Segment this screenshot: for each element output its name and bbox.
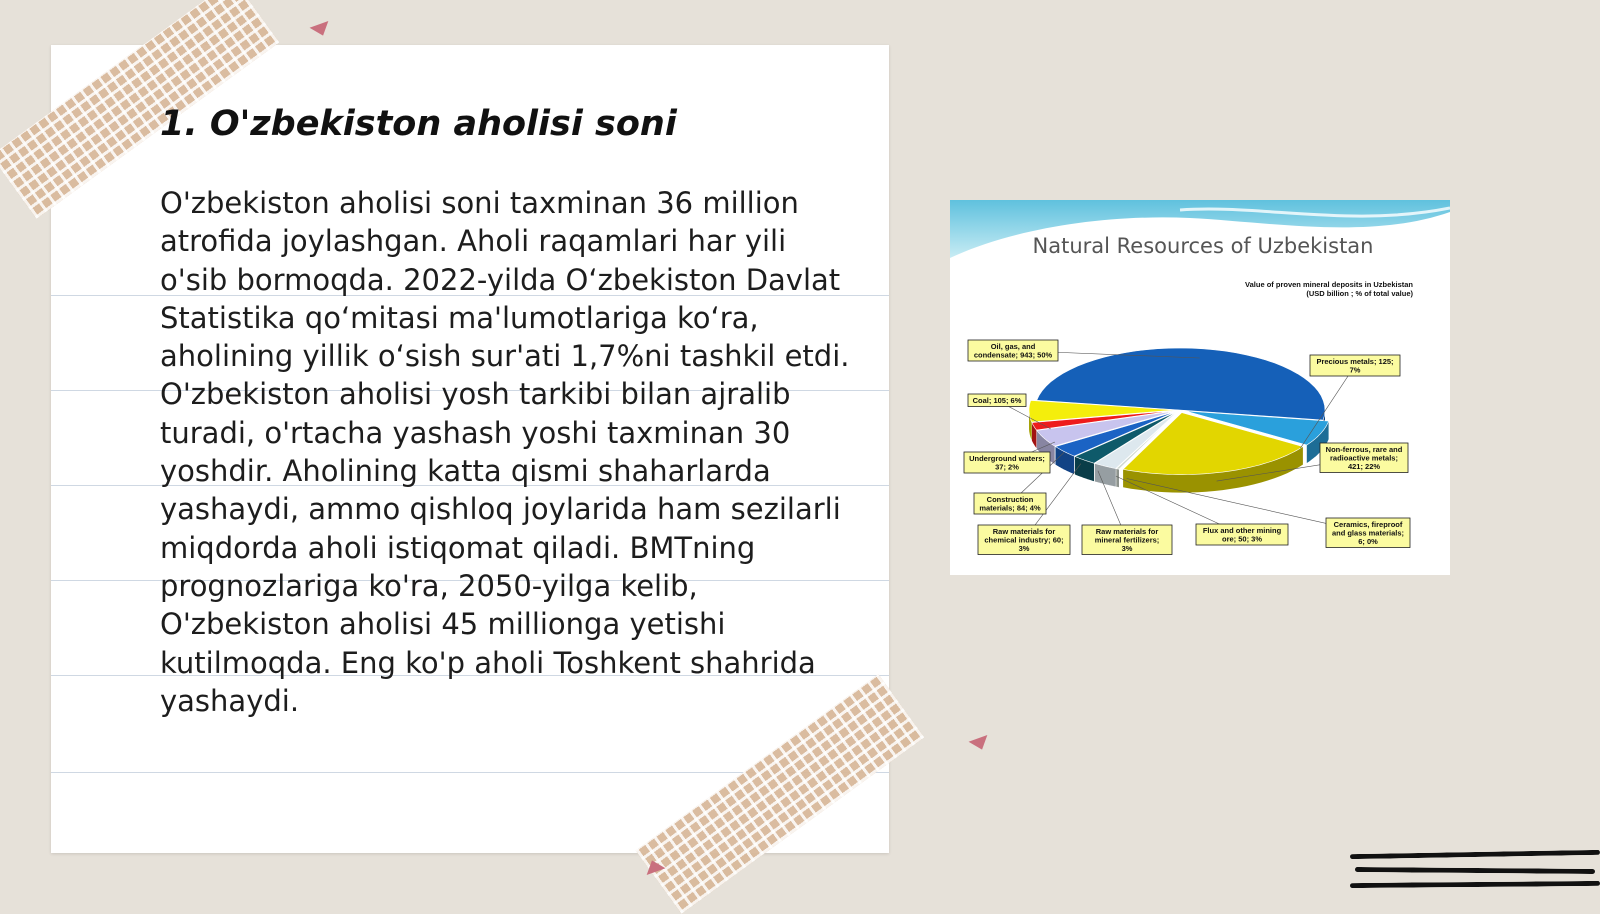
pie-slice-side: [1116, 469, 1119, 488]
pie-data-label: Raw materials for: [1095, 527, 1159, 536]
pie-data-label: 3%: [1121, 544, 1133, 553]
chart-subtitle-line: Value of proven mineral deposits in Uzbekistan: [1245, 280, 1413, 289]
pie-slices: [1029, 348, 1329, 493]
pie-data-label: Precious metals; 125;: [1316, 357, 1394, 366]
slide-body-text: O'zbekiston aholisi soni taxminan 36 million atrofida joylashgan. Aholi raqamlari har yili o'sib bormoqda. 2022-yilda O‘zbekiston Davlat Statistika qo‘mitasi ma'lumotlariga ko‘ra, aholining yillik o‘sish sur'ati 1,7%ni tashkil etdi. O'zbekiston aholisi yosh tarkibi bilan ajralib turadi, o'rtacha yashash yoshi taxminan 30 yoshdir. Aholining katta qismi shaharlarda yashaydi, ammo qishloq joylarida ham sezilarli miqdorda aholi istiqomat qiladi. BMTning prognozlariga ko'ra, 2050-yilga kelib, O'zbekiston aholisi 45 millionga yetishi kutilmoqda. Eng ko'p aholi Toshkent shahrida yashaydi.: [160, 186, 850, 718]
pie-data-label: Construction: [986, 495, 1034, 504]
pie-data-label: 7%: [1349, 365, 1361, 375]
ink-stroke: [1350, 850, 1600, 859]
pie-data-label: Non-ferrous, rare and: [1325, 445, 1403, 454]
pie-data-label: Coal; 105; 6%: [972, 396, 1022, 405]
pie-data-label: 421; 22%: [1347, 462, 1381, 471]
pie-data-label: 37; 2%: [995, 462, 1019, 472]
natural-resources-chart: [950, 200, 1450, 575]
ink-stroke: [1350, 881, 1600, 888]
pie-chart-svg: [950, 200, 1450, 575]
tape-tip-decoration: [969, 735, 992, 753]
tape-tip-decoration: [310, 21, 333, 39]
pie-data-label: Underground waters;: [969, 454, 1045, 463]
pie-data-label: 6; 0%: [1358, 537, 1378, 546]
chart-subtitle-line: (USD billion ; % of total value): [1306, 289, 1413, 298]
pie-data-label: and glass materials;: [1331, 528, 1405, 538]
pie-data-label: mineral fertilizers;: [1094, 535, 1160, 545]
pie-data-label: Flux and other mining: [1202, 526, 1282, 535]
pie-data-label: ore; 50; 3%: [1221, 534, 1263, 544]
pie-data-label: condensate; 943; 50%: [973, 350, 1053, 360]
slide-title: 1. O'zbekiston aholisi soni: [160, 104, 677, 144]
pie-data-label: Oil, gas, and: [990, 342, 1036, 351]
pie-data-label: materials; 84; 4%: [979, 503, 1041, 513]
pie-data-label: 3%: [1018, 544, 1030, 553]
pie-data-label: Raw materials for: [992, 527, 1056, 536]
pie-data-label: chemical industry; 60;: [984, 535, 1064, 545]
pie-data-label: Ceramics, fireproof: [1333, 520, 1403, 529]
chart-title: Natural Resources of Uzbekistan: [1032, 234, 1374, 258]
ink-stroke: [1355, 867, 1595, 874]
pie-data-label: radioactive metals;: [1330, 453, 1398, 463]
